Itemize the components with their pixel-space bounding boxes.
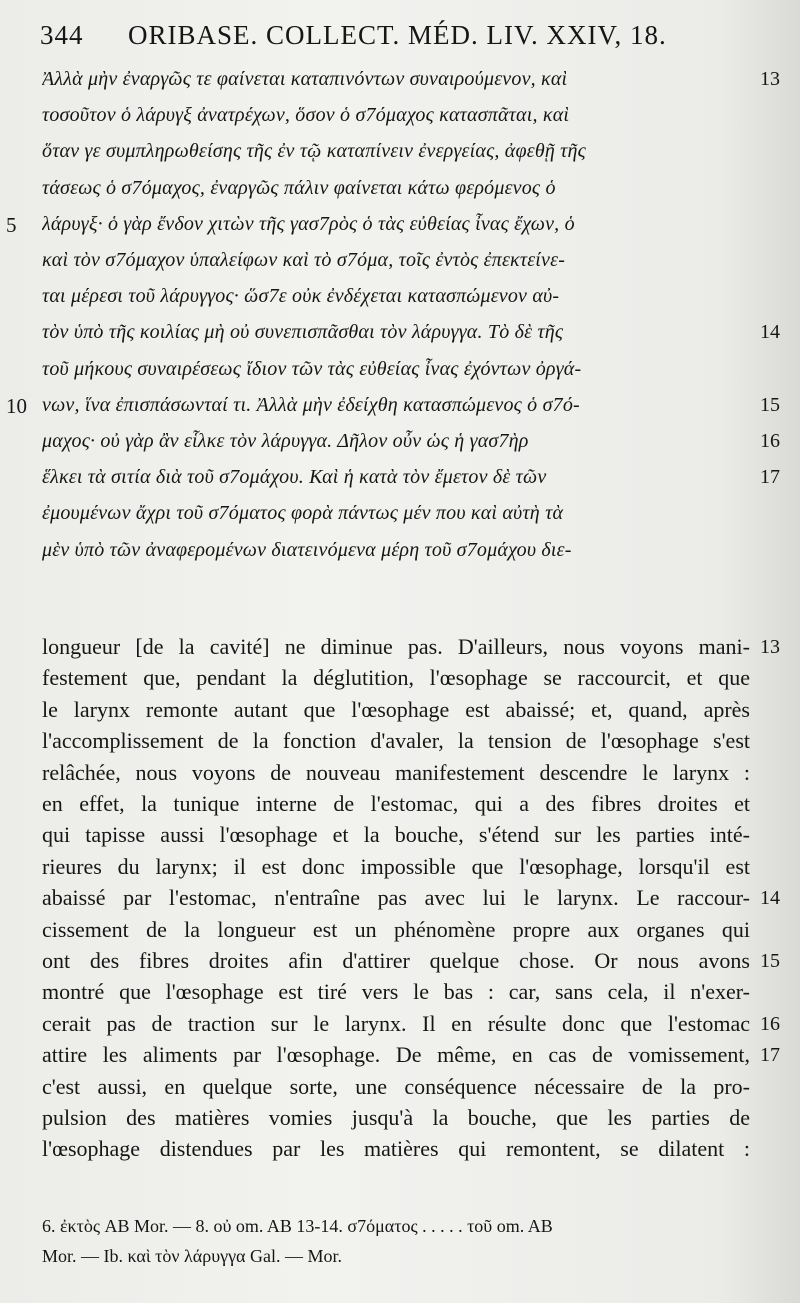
french-text-line: qui tapisse aussi l'œsophage et la bouche, s'étend sur les parties inté- — [42, 822, 750, 848]
greek-text-line: λάρυγξ· ὁ γὰρ ἔνδον χιτὼν τῆς γασ7ρὸς ὁ τὰς εὐθείας ἶνας ἔχων, ὁ — [42, 212, 575, 235]
greek-text-line: Ἀλλὰ μὴν ἐναργῶς τε φαίνεται καταπινόντων συναιρούμενον, καὶ — [42, 68, 568, 90]
french-text-line: c'est aussi, en quelque sorte, une conséquence nécessaire de la pro- — [42, 1073, 750, 1099]
french-text-line: relâchée, nous voyons de nouveau manifestement descendre le larynx : — [42, 759, 750, 785]
french-text-line: en effet, la tunique interne de l'estomac, qui a des fibres droites et — [42, 791, 750, 816]
line-number: 5 — [6, 212, 17, 237]
footnote-line: 6. ἐκτὸς AB Mor. — 8. οὐ om. AB 13-14. σ7όματος . . . . . τοῦ om. AB — [42, 1216, 553, 1236]
french-text-line: ont des fibres droites afin d'attirer quelque chose. Or nous avons — [42, 948, 750, 973]
section-number: 14 — [760, 321, 780, 344]
greek-text-line: τὸν ὑπὸ τῆς κοιλίας μὴ οὐ συνεπισπᾶσθαι τὸν λάρυγγα. Τὸ δὲ τῆς — [42, 321, 564, 344]
french-text-line: rieures du larynx; il est donc impossible que l'œsophage, lorsqu'il est — [42, 853, 750, 879]
greek-text-line: μὲν ὑπὸ τῶν ἀναφερομένων διατεινόμενα μέρη τοῦ σ7ομάχου διε- — [42, 538, 572, 561]
greek-text-line: τοῦ μήκους συναιρέσεως ἴδιον τῶν τὰς εὐθείας ἶνας ἐχόντων ὀργά- — [42, 357, 582, 380]
page-header — [40, 20, 700, 56]
greek-text-line: ὅταν γε συμπληρωθείσης τῆς ἐν τῷ καταπίνειν ἐνεργείας, ἀφεθῇ τῆς — [42, 140, 586, 163]
french-text-line: pulsion des matières vomies jusqu'à la bouche, que les parties de — [42, 1105, 750, 1130]
running-title: ORIBASE. COLLECT. MÉD. LIV. XXIV, 18. — [128, 20, 667, 50]
french-text-line: l'œsophage distendues par les matières qui remontent, se dilatent : — [42, 1136, 750, 1162]
french-text-line: abaissé par l'estomac, n'entraîne pas avec lui le larynx. Le raccour- — [42, 885, 750, 911]
greek-text-line: ἐμουμένων ἄχρι τοῦ σ7όματος φορὰ πάντως μέν που καὶ αὐτὴ τὰ — [42, 502, 564, 525]
section-number: 16 — [760, 1012, 780, 1035]
greek-text-line: τοσοῦτον ὁ λάρυγξ ἀνατρέχων, ὅσον ὁ σ7όμαχος κατασπᾶται, καὶ — [42, 104, 570, 127]
greek-text-line: ἕλκει τὰ σιτία διὰ τοῦ σ7ομάχου. Καὶ ἡ κατὰ τὸν ἔμετον δὲ τῶν — [42, 466, 547, 489]
greek-text-line: ται μέρεσι τοῦ λάρυγγος· ὥσ7ε οὐκ ἐνδέχεται κατασπώμενον αὐ- — [42, 285, 560, 308]
greek-text-line: τάσεως ὁ σ7όμαχος, ἐναργῶς πάλιν φαίνεται κάτω φερόμενος ὁ — [42, 176, 556, 199]
french-text-line: cissement de la longueur est un phénomène propre aux organes qui — [42, 916, 750, 942]
section-number: 15 — [760, 950, 780, 972]
french-text-line: le larynx remonte autant que l'œsophage est abaissé; et, quand, après — [42, 696, 750, 722]
greek-text-line: νων, ἵνα ἐπισπάσωνταί τι. Ἀλλὰ μὴν ἐδείχθη κατασπώμενος ὁ σ7ό- — [42, 393, 580, 416]
line-number: 10 — [6, 393, 27, 418]
section-number: 14 — [760, 887, 780, 910]
section-number: 16 — [760, 430, 780, 452]
section-number: 17 — [760, 1044, 780, 1067]
page-number: 344 — [40, 20, 84, 50]
footnote-line: Mor. — Ib. καὶ τὸν λάρυγγα Gal. — Mor. — [42, 1246, 342, 1266]
french-text-line: attire les aliments par l'œsophage. De même, en cas de vomissement, — [42, 1042, 750, 1068]
section-number: 15 — [760, 393, 780, 416]
section-number: 13 — [760, 68, 780, 90]
french-text-line: festement que, pendant la déglutition, l'œsophage se raccourcit, et que — [42, 665, 750, 691]
french-text-line: l'accomplissement de la fonction d'avaler, la tension de l'œsophage s'est — [42, 728, 750, 754]
french-text-line: montré que l'œsophage est tiré vers le bas : car, sans cela, il n'exer- — [42, 979, 750, 1005]
greek-text-line: μαχος· οὐ γὰρ ἂν εἷλκε τὸν λάρυγγα. Δῆλον οὖν ὡς ἡ γασ7ὴρ — [42, 430, 529, 452]
french-text-line: longueur [de la cavité] ne diminue pas. D'ailleurs, nous voyons mani- — [42, 634, 750, 659]
french-text-line: cerait pas de traction sur le larynx. Il en résulte donc que l'estomac — [42, 1010, 750, 1036]
section-number: 13 — [760, 636, 780, 658]
greek-text-line: καὶ τὸν σ7όμαχον ὑπαλείφων καὶ τὸ σ7όμα, τοῖς ἐντὸς ἐπεκτείνε- — [42, 249, 566, 271]
section-number: 17 — [760, 466, 780, 489]
